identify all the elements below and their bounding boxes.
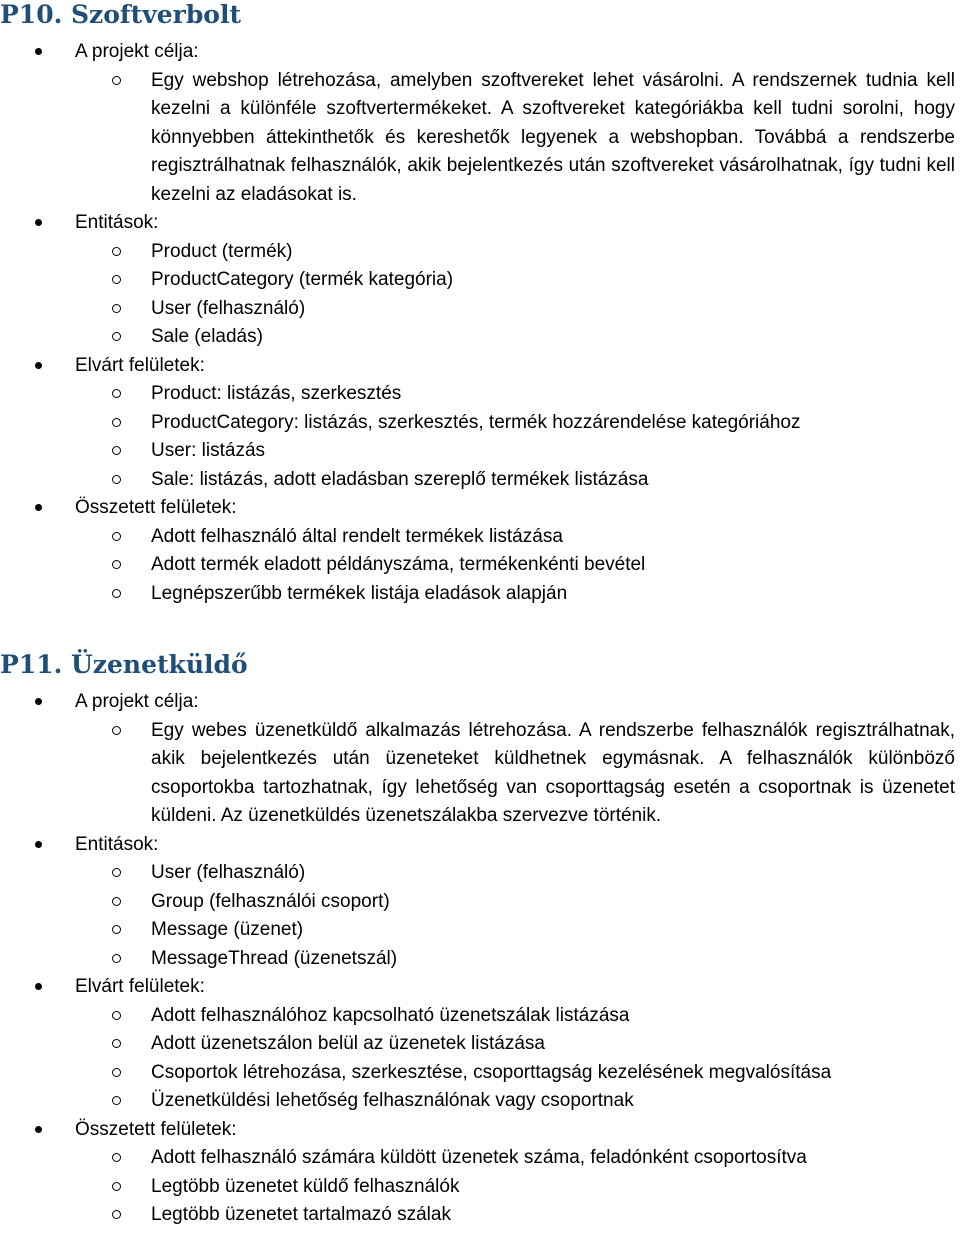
circle-bullet-icon (112, 247, 121, 256)
section-label: Elvárt felületek: (75, 976, 205, 997)
circle-bullet-icon (112, 589, 121, 598)
circle-bullet-icon (112, 1039, 121, 1048)
goal-section (0, 38, 960, 209)
composite-section (0, 494, 960, 608)
circle-bullet-icon (112, 275, 121, 284)
circle-bullet-icon (112, 1210, 121, 1219)
list-item: Üzenetküldési lehetőség felhasználónak vagy csoportnak (0, 1087, 960, 1116)
section-label: Elvárt felületek: (75, 354, 205, 376)
list-item: Product: listázás, szerkesztés (0, 380, 960, 409)
entities-section (0, 209, 960, 352)
goal-text: Egy webshop létrehozása, amelyben szoftvereket lehet vásárolni. A rendszernek tudnia kell kezelni a különféle szoftvertermékeket. A szoftvereket kategóriákba kell tudni sorolni, hogy könnyebben áttekinthetők és kereshetők legyenek a webshopban. Továbbá a rendszerbe regisztrálhatnak felhasználók, akik bejelentkezés után szoftvereket vásárolhatnak, így tudni kell kezelni az eladásokat is. (151, 69, 955, 205)
bullet-icon (35, 841, 42, 848)
project-title: P11. Üzenetküldő (0, 650, 248, 679)
list-item: ProductCategory: listázás, szerkesztés, termék hozzárendelése kategóriához (0, 409, 960, 438)
views-section (0, 973, 960, 1116)
bullet-icon (35, 983, 42, 990)
bullet-icon (35, 48, 42, 55)
section-label: A projekt célja: (75, 41, 199, 62)
circle-bullet-icon (112, 925, 121, 934)
list-item: User: listázás (0, 437, 960, 466)
bullet-icon (35, 504, 42, 511)
circle-bullet-icon (112, 1153, 121, 1162)
entities-section (0, 831, 960, 974)
circle-bullet-icon (112, 304, 121, 313)
list-item: Sale (eladás) (0, 323, 960, 352)
bullet-icon (35, 1126, 42, 1133)
circle-bullet-icon (112, 389, 121, 398)
list-item: Group (felhasználói csoport) (0, 888, 960, 917)
goal-section (0, 688, 960, 831)
bullet-icon (35, 219, 42, 226)
circle-bullet-icon (112, 1182, 121, 1191)
section-label: Entitások: (75, 833, 159, 855)
circle-bullet-icon (112, 76, 121, 85)
circle-bullet-icon (112, 475, 121, 484)
bullet-icon (35, 698, 42, 705)
circle-bullet-icon (112, 560, 121, 569)
project-p10 (0, 0, 960, 608)
list-item: User (felhasználó) (0, 295, 960, 324)
list-item: Message (üzenet) (0, 916, 960, 945)
views-section (0, 352, 960, 495)
project-p11 (0, 608, 960, 1230)
list-item: Legnépszerűbb termékek listája eladások alapján (0, 580, 960, 609)
list-item: Adott felhasználó számára küldött üzenetek száma, feladónként csoportosítva (0, 1144, 960, 1173)
composite-section (0, 1116, 960, 1230)
section-label: Összetett felületek: (75, 497, 237, 518)
section-label: Entitások: (75, 212, 159, 233)
circle-bullet-icon (112, 1068, 121, 1077)
section-label: Összetett felületek: (75, 1118, 237, 1140)
goal-text: Egy webes üzenetküldő alkalmazás létrehozása. A rendszerbe felhasználók regisztrálhatnak, akik bejelentkezés után üzeneteket küldhetnek egymásnak. A felhasználók különböző csoportokba tartozhatnak, így lehetőség van csoporttagság esetén a csoportnak is üzenetet küldeni. Az üzenetküldés üzenetszálakba szervezve történik. (151, 719, 955, 826)
circle-bullet-icon (112, 954, 121, 963)
circle-bullet-icon (112, 418, 121, 427)
list-item: Adott felhasználóhoz kapcsolható üzenetszálak listázása (0, 1002, 960, 1031)
list-item: ProductCategory (termék kategória) (0, 266, 960, 295)
list-item: Legtöbb üzenetet küldő felhasználók (0, 1173, 960, 1202)
list-item (0, 717, 960, 831)
list-item: Csoportok létrehozása, szerkesztése, csoporttagság kezelésének megvalósítása (0, 1059, 960, 1088)
circle-bullet-icon (112, 446, 121, 455)
list-item (0, 67, 960, 210)
list-item: Adott termék eladott példányszáma, termékenkénti bevétel (0, 551, 960, 580)
circle-bullet-icon (112, 1011, 121, 1020)
circle-bullet-icon (112, 332, 121, 341)
list-item: Adott üzenetszálon belül az üzenetek listázása (0, 1030, 960, 1059)
list-item: Adott felhasználó által rendelt termékek listázása (0, 523, 960, 552)
circle-bullet-icon (112, 532, 121, 541)
list-item: Sale: listázás, adott eladásban szereplő termékek listázása (0, 466, 960, 495)
circle-bullet-icon (112, 897, 121, 906)
project-title: P10. Szoftverbolt (0, 0, 242, 29)
list-item: Legtöbb üzenetet tartalmazó szálak (0, 1201, 960, 1230)
section-label: A projekt célja: (75, 691, 199, 712)
circle-bullet-icon (112, 868, 121, 877)
list-item: User (felhasználó) (0, 859, 960, 888)
circle-bullet-icon (112, 726, 121, 735)
circle-bullet-icon (112, 1096, 121, 1105)
bullet-icon (35, 362, 42, 369)
list-item: Product (termék) (0, 238, 960, 267)
list-item: MessageThread (üzenetszál) (0, 945, 960, 974)
